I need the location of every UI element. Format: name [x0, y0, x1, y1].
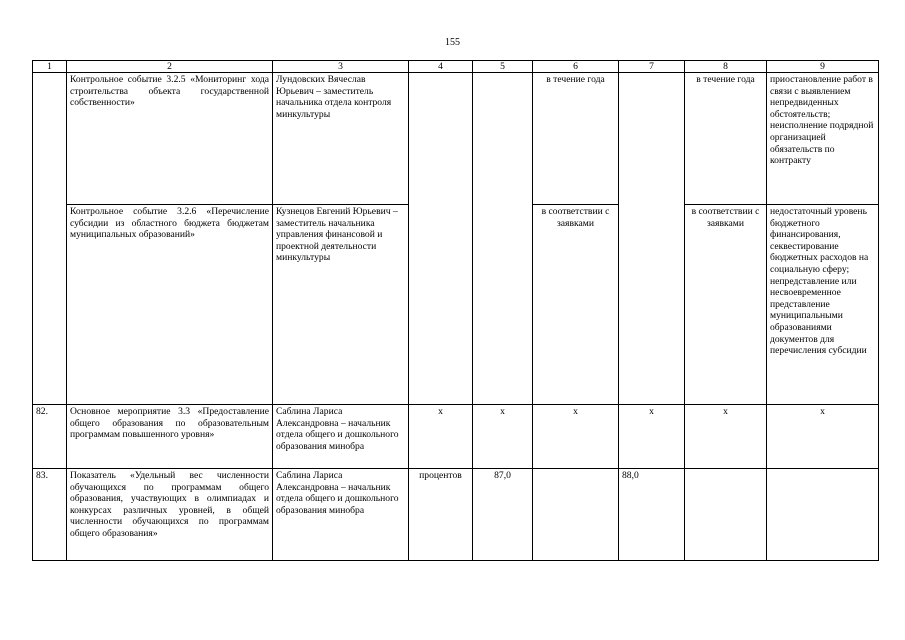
mark-cell: х: [533, 405, 619, 469]
mark-cell: х: [685, 405, 767, 469]
start-term-cell: в течение года: [533, 73, 619, 205]
row-number-cell: 82.: [33, 405, 67, 469]
event-name-cell: Контрольное событие 3.2.5 «Мониторинг хода строительства объекта государственной собственности»: [67, 73, 273, 205]
responsible-cell: Саблина Лариса Александровна – начальник отдела общего и дошкольного образования минобра: [273, 405, 409, 469]
value-cell: 87,0: [473, 469, 533, 561]
value-cell: 88,0: [619, 469, 685, 561]
start-term-cell: в соответствии с заявками: [533, 205, 619, 405]
table-row: [33, 469, 879, 561]
indicator-name-cell: Показатель «Удельный вес численности обучающихся по программам общего образования, участвующих в олимпиадах и конкурсах различных уровней, в общей численности обучающихся по программам общего образования»: [67, 469, 273, 561]
end-term-cell: в течение года: [685, 73, 767, 205]
table-row: [33, 405, 879, 469]
end-term-cell: в соответствии с заявками: [685, 205, 767, 405]
header-cell-3: 3: [273, 61, 409, 73]
event-name-cell: Контрольное событие 3.2.6 «Перечисление субсидии из областного бюджета бюджетам муниципальных образований»: [67, 205, 273, 405]
page-number: 155: [445, 37, 460, 48]
responsible-cell: Кузнецов Евгений Юрьевич – заместитель начальника управления финансовой и проектной деятельности минкультуры: [273, 205, 409, 405]
responsible-cell: Лундовских Вячеслав Юрьевич – заместитель начальника отдела контроля минкультуры: [273, 73, 409, 205]
responsible-cell: Саблина Лариса Александровна – начальник отдела общего и дошкольного образования минобра: [273, 469, 409, 561]
mark-cell: х: [473, 405, 533, 469]
header-cell-7: 7: [619, 61, 685, 73]
header-cell-1: 1: [33, 61, 67, 73]
header-cell-8: 8: [685, 61, 767, 73]
header-cell-6: 6: [533, 61, 619, 73]
risks-cell: недостаточный уровень бюджетного финансирования, секвестирование бюджетных расходов на социальную сферу; непредставление или несвоевременное представление муниципальными образованиями документов для перечисления субсидии: [767, 205, 879, 405]
empty-cell: [409, 73, 473, 405]
mark-cell: х: [767, 405, 879, 469]
empty-cell: [685, 469, 767, 561]
event-name-cell: Основное мероприятие 3.3 «Предоставление общего образования по образовательным программам повышенного уровня»: [67, 405, 273, 469]
row-number-cell: [33, 73, 67, 405]
header-cell-2: 2: [67, 61, 273, 73]
header-row: [33, 61, 879, 73]
plan-table: [32, 60, 879, 561]
header-cell-4: 4: [409, 61, 473, 73]
header-cell-5: 5: [473, 61, 533, 73]
mark-cell: х: [619, 405, 685, 469]
header-cell-9: 9: [767, 61, 879, 73]
mark-cell: х: [409, 405, 473, 469]
empty-cell: [533, 469, 619, 561]
row-number-cell: 83.: [33, 469, 67, 561]
empty-cell: [619, 73, 685, 405]
risks-cell: приостановление работ в связи с выявлением непредвиденных обстоятельств; неисполнение подрядной организацией обязательств по контракту: [767, 73, 879, 205]
empty-cell: [473, 73, 533, 405]
empty-cell: [767, 469, 879, 561]
unit-cell: процентов: [409, 469, 473, 561]
table-row: [33, 73, 879, 205]
